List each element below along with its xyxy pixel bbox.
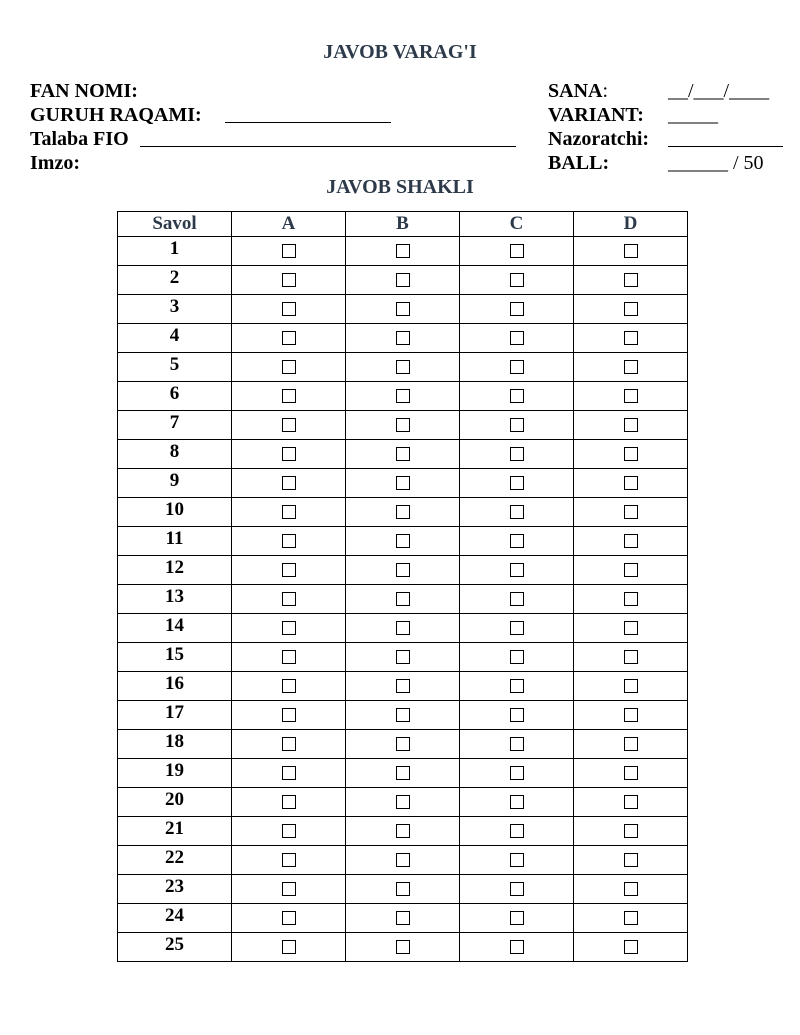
answer-checkbox-d[interactable] bbox=[624, 418, 638, 432]
question-number: 19 bbox=[118, 759, 232, 788]
option-cell-c bbox=[460, 672, 574, 701]
question-number: 4 bbox=[118, 324, 232, 353]
option-cell-a bbox=[232, 701, 346, 730]
option-cell-a bbox=[232, 556, 346, 585]
answer-checkbox-c[interactable] bbox=[510, 766, 524, 780]
table-row bbox=[118, 875, 688, 904]
answer-checkbox-b[interactable] bbox=[396, 244, 410, 258]
option-cell-a bbox=[232, 759, 346, 788]
table-row bbox=[118, 440, 688, 469]
option-cell-d bbox=[574, 875, 688, 904]
option-cell-d bbox=[574, 469, 688, 498]
answer-checkbox-c[interactable] bbox=[510, 621, 524, 635]
answer-checkbox-d[interactable] bbox=[624, 273, 638, 287]
option-cell-b bbox=[346, 788, 460, 817]
option-cell-a bbox=[232, 295, 346, 324]
option-cell-a bbox=[232, 527, 346, 556]
option-cell-b bbox=[346, 266, 460, 295]
question-number: 20 bbox=[118, 788, 232, 817]
nazoratchi-field[interactable] bbox=[668, 146, 783, 147]
ball-field[interactable]: ______ / 50 bbox=[668, 152, 764, 174]
answer-table-header bbox=[118, 212, 688, 237]
answer-checkbox-d[interactable] bbox=[624, 940, 638, 954]
option-cell-a bbox=[232, 440, 346, 469]
option-cell-b bbox=[346, 846, 460, 875]
question-number: 17 bbox=[118, 701, 232, 730]
question-number: 22 bbox=[118, 846, 232, 875]
option-cell-d bbox=[574, 266, 688, 295]
option-cell-b bbox=[346, 701, 460, 730]
option-cell-d bbox=[574, 353, 688, 382]
table-row bbox=[118, 904, 688, 933]
answer-checkbox-b[interactable] bbox=[396, 418, 410, 432]
answer-checkbox-c[interactable] bbox=[510, 650, 524, 664]
answer-form-title: JAVOB SHAKLI bbox=[326, 176, 474, 198]
answer-checkbox-c[interactable] bbox=[510, 360, 524, 374]
option-cell-c bbox=[460, 324, 574, 353]
answer-checkbox-b[interactable] bbox=[396, 940, 410, 954]
option-cell-b bbox=[346, 730, 460, 759]
option-cell-c bbox=[460, 353, 574, 382]
variant-field[interactable]: _____ bbox=[668, 104, 718, 126]
answer-checkbox-a[interactable] bbox=[282, 534, 296, 548]
answer-checkbox-b[interactable] bbox=[396, 302, 410, 316]
option-cell-d bbox=[574, 904, 688, 933]
option-cell-c bbox=[460, 585, 574, 614]
option-cell-c bbox=[460, 266, 574, 295]
answer-checkbox-c[interactable] bbox=[510, 476, 524, 490]
answer-checkbox-d[interactable] bbox=[624, 302, 638, 316]
answer-checkbox-c[interactable] bbox=[510, 824, 524, 838]
variant-label: VARIANT: bbox=[548, 104, 644, 126]
option-cell-a bbox=[232, 904, 346, 933]
question-number: 12 bbox=[118, 556, 232, 585]
answer-checkbox-c[interactable] bbox=[510, 534, 524, 548]
answer-checkbox-a[interactable] bbox=[282, 447, 296, 461]
table-row bbox=[118, 237, 688, 266]
option-cell-a bbox=[232, 643, 346, 672]
option-cell-c bbox=[460, 817, 574, 846]
answer-checkbox-b[interactable] bbox=[396, 592, 410, 606]
option-cell-d bbox=[574, 440, 688, 469]
question-number: 23 bbox=[118, 875, 232, 904]
answer-checkbox-d[interactable] bbox=[624, 824, 638, 838]
answer-checkbox-a[interactable] bbox=[282, 389, 296, 403]
question-number: 15 bbox=[118, 643, 232, 672]
answer-checkbox-c[interactable] bbox=[510, 505, 524, 519]
answer-checkbox-c[interactable] bbox=[510, 940, 524, 954]
option-cell-c bbox=[460, 411, 574, 440]
answer-checkbox-b[interactable] bbox=[396, 650, 410, 664]
answer-checkbox-c[interactable] bbox=[510, 273, 524, 287]
option-cell-b bbox=[346, 324, 460, 353]
answer-checkbox-d[interactable] bbox=[624, 505, 638, 519]
table-row bbox=[118, 527, 688, 556]
question-number: 7 bbox=[118, 411, 232, 440]
question-number: 13 bbox=[118, 585, 232, 614]
option-cell-d bbox=[574, 817, 688, 846]
answer-checkbox-b[interactable] bbox=[396, 882, 410, 896]
table-row bbox=[118, 788, 688, 817]
table-row bbox=[118, 498, 688, 527]
option-cell-c bbox=[460, 295, 574, 324]
answer-checkbox-d[interactable] bbox=[624, 331, 638, 345]
answer-checkbox-a[interactable] bbox=[282, 505, 296, 519]
answer-checkbox-c[interactable] bbox=[510, 911, 524, 925]
answer-checkbox-c[interactable] bbox=[510, 244, 524, 258]
option-cell-c bbox=[460, 556, 574, 585]
answer-checkbox-c[interactable] bbox=[510, 708, 524, 722]
answer-checkbox-a[interactable] bbox=[282, 737, 296, 751]
option-cell-c bbox=[460, 614, 574, 643]
option-cell-a bbox=[232, 614, 346, 643]
option-cell-c bbox=[460, 382, 574, 411]
answer-checkbox-b[interactable] bbox=[396, 621, 410, 635]
answer-checkbox-b[interactable] bbox=[396, 505, 410, 519]
answer-checkbox-a[interactable] bbox=[282, 331, 296, 345]
option-cell-b bbox=[346, 295, 460, 324]
answer-checkbox-c[interactable] bbox=[510, 563, 524, 577]
option-cell-b bbox=[346, 527, 460, 556]
table-row bbox=[118, 295, 688, 324]
option-cell-d bbox=[574, 933, 688, 962]
answer-checkbox-b[interactable] bbox=[396, 708, 410, 722]
option-cell-d bbox=[574, 527, 688, 556]
option-cell-c bbox=[460, 759, 574, 788]
answer-checkbox-d[interactable] bbox=[624, 737, 638, 751]
answer-checkbox-d[interactable] bbox=[624, 766, 638, 780]
answer-checkbox-a[interactable] bbox=[282, 476, 296, 490]
option-cell-b bbox=[346, 933, 460, 962]
answer-checkbox-a[interactable] bbox=[282, 360, 296, 374]
answer-checkbox-b[interactable] bbox=[396, 476, 410, 490]
answer-checkbox-a[interactable] bbox=[282, 708, 296, 722]
table-row bbox=[118, 933, 688, 962]
option-cell-a bbox=[232, 411, 346, 440]
answer-checkbox-c[interactable] bbox=[510, 737, 524, 751]
option-cell-a bbox=[232, 672, 346, 701]
question-number: 24 bbox=[118, 904, 232, 933]
option-cell-a bbox=[232, 817, 346, 846]
option-cell-d bbox=[574, 237, 688, 266]
option-cell-b bbox=[346, 411, 460, 440]
option-cell-b bbox=[346, 440, 460, 469]
option-cell-b bbox=[346, 353, 460, 382]
option-cell-b bbox=[346, 904, 460, 933]
answer-checkbox-b[interactable] bbox=[396, 534, 410, 548]
answer-checkbox-a[interactable] bbox=[282, 273, 296, 287]
header-a: A bbox=[232, 212, 346, 237]
option-cell-c bbox=[460, 875, 574, 904]
answer-checkbox-a[interactable] bbox=[282, 911, 296, 925]
table-row bbox=[118, 353, 688, 382]
question-number: 3 bbox=[118, 295, 232, 324]
option-cell-a bbox=[232, 266, 346, 295]
question-number: 5 bbox=[118, 353, 232, 382]
answer-checkbox-c[interactable] bbox=[510, 853, 524, 867]
option-cell-c bbox=[460, 469, 574, 498]
option-cell-a bbox=[232, 324, 346, 353]
answer-checkbox-a[interactable] bbox=[282, 302, 296, 316]
answer-checkbox-b[interactable] bbox=[396, 766, 410, 780]
answer-checkbox-a[interactable] bbox=[282, 592, 296, 606]
option-cell-c bbox=[460, 498, 574, 527]
imzo-label: Imzo: bbox=[30, 152, 80, 174]
table-row bbox=[118, 817, 688, 846]
table-row bbox=[118, 730, 688, 759]
option-cell-d bbox=[574, 759, 688, 788]
option-cell-d bbox=[574, 730, 688, 759]
answer-checkbox-c[interactable] bbox=[510, 302, 524, 316]
option-cell-b bbox=[346, 614, 460, 643]
option-cell-d bbox=[574, 556, 688, 585]
question-number: 2 bbox=[118, 266, 232, 295]
answer-checkbox-d[interactable] bbox=[624, 244, 638, 258]
header-b: B bbox=[346, 212, 460, 237]
option-cell-d bbox=[574, 295, 688, 324]
option-cell-a bbox=[232, 875, 346, 904]
option-cell-a bbox=[232, 788, 346, 817]
answer-checkbox-d[interactable] bbox=[624, 650, 638, 664]
answer-checkbox-b[interactable] bbox=[396, 737, 410, 751]
answer-checkbox-a[interactable] bbox=[282, 650, 296, 664]
ball-label: BALL: bbox=[548, 152, 610, 174]
answer-checkbox-b[interactable] bbox=[396, 273, 410, 287]
fan-nomi-label: FAN NOMI: bbox=[30, 80, 138, 102]
question-number: 9 bbox=[118, 469, 232, 498]
answer-checkbox-d[interactable] bbox=[624, 389, 638, 403]
option-cell-d bbox=[574, 382, 688, 411]
option-cell-d bbox=[574, 498, 688, 527]
answer-checkbox-d[interactable] bbox=[624, 360, 638, 374]
answer-checkbox-d[interactable] bbox=[624, 882, 638, 896]
option-cell-b bbox=[346, 498, 460, 527]
option-cell-c bbox=[460, 846, 574, 875]
answer-checkbox-d[interactable] bbox=[624, 621, 638, 635]
answer-checkbox-b[interactable] bbox=[396, 447, 410, 461]
question-number: 1 bbox=[118, 237, 232, 266]
answer-checkbox-c[interactable] bbox=[510, 418, 524, 432]
question-number: 21 bbox=[118, 817, 232, 846]
answer-checkbox-b[interactable] bbox=[396, 389, 410, 403]
option-cell-b bbox=[346, 817, 460, 846]
option-cell-b bbox=[346, 556, 460, 585]
answer-checkbox-d[interactable] bbox=[624, 534, 638, 548]
answer-checkbox-b[interactable] bbox=[396, 824, 410, 838]
option-cell-c bbox=[460, 788, 574, 817]
table-row bbox=[118, 759, 688, 788]
option-cell-d bbox=[574, 788, 688, 817]
option-cell-a bbox=[232, 498, 346, 527]
option-cell-d bbox=[574, 701, 688, 730]
option-cell-d bbox=[574, 585, 688, 614]
table-row bbox=[118, 469, 688, 498]
option-cell-a bbox=[232, 382, 346, 411]
table-row bbox=[118, 411, 688, 440]
option-cell-b bbox=[346, 875, 460, 904]
table-row bbox=[118, 846, 688, 875]
option-cell-a bbox=[232, 730, 346, 759]
question-number: 18 bbox=[118, 730, 232, 759]
option-cell-d bbox=[574, 643, 688, 672]
option-cell-d bbox=[574, 614, 688, 643]
answer-checkbox-b[interactable] bbox=[396, 795, 410, 809]
sana-field[interactable]: __/___/____ bbox=[668, 80, 770, 102]
answer-checkbox-b[interactable] bbox=[396, 331, 410, 345]
question-number: 14 bbox=[118, 614, 232, 643]
option-cell-c bbox=[460, 440, 574, 469]
option-cell-a bbox=[232, 469, 346, 498]
answer-checkbox-a[interactable] bbox=[282, 418, 296, 432]
answer-checkbox-a[interactable] bbox=[282, 853, 296, 867]
answer-checkbox-b[interactable] bbox=[396, 853, 410, 867]
talaba-fio-label: Talaba FIO bbox=[30, 128, 129, 150]
option-cell-b bbox=[346, 382, 460, 411]
question-number: 25 bbox=[118, 933, 232, 962]
option-cell-c bbox=[460, 643, 574, 672]
option-cell-b bbox=[346, 237, 460, 266]
answer-checkbox-c[interactable] bbox=[510, 679, 524, 693]
answer-checkbox-c[interactable] bbox=[510, 882, 524, 896]
answer-checkbox-a[interactable] bbox=[282, 795, 296, 809]
answer-checkbox-c[interactable] bbox=[510, 447, 524, 461]
table-row bbox=[118, 266, 688, 295]
option-cell-b bbox=[346, 469, 460, 498]
option-cell-a bbox=[232, 933, 346, 962]
answer-checkbox-d[interactable] bbox=[624, 476, 638, 490]
answer-checkbox-a[interactable] bbox=[282, 621, 296, 635]
option-cell-c bbox=[460, 237, 574, 266]
answer-checkbox-c[interactable] bbox=[510, 331, 524, 345]
table-row bbox=[118, 701, 688, 730]
question-number: 16 bbox=[118, 672, 232, 701]
option-cell-a bbox=[232, 585, 346, 614]
guruh-raqami-label: GURUH RAQAMI: bbox=[30, 104, 202, 126]
answer-checkbox-a[interactable] bbox=[282, 766, 296, 780]
option-cell-b bbox=[346, 643, 460, 672]
option-cell-d bbox=[574, 846, 688, 875]
header-savol: Savol bbox=[118, 212, 232, 237]
answer-checkbox-d[interactable] bbox=[624, 853, 638, 867]
table-row bbox=[118, 324, 688, 353]
option-cell-d bbox=[574, 672, 688, 701]
table-row bbox=[118, 672, 688, 701]
option-cell-c bbox=[460, 527, 574, 556]
option-cell-d bbox=[574, 411, 688, 440]
table-row bbox=[118, 382, 688, 411]
table-row bbox=[118, 556, 688, 585]
header-c: C bbox=[460, 212, 574, 237]
question-number: 10 bbox=[118, 498, 232, 527]
option-cell-c bbox=[460, 701, 574, 730]
answer-checkbox-a[interactable] bbox=[282, 563, 296, 577]
answer-checkbox-a[interactable] bbox=[282, 882, 296, 896]
answer-checkbox-c[interactable] bbox=[510, 795, 524, 809]
answer-checkbox-a[interactable] bbox=[282, 679, 296, 693]
answer-checkbox-b[interactable] bbox=[396, 563, 410, 577]
option-cell-a bbox=[232, 237, 346, 266]
question-number: 11 bbox=[118, 527, 232, 556]
option-cell-c bbox=[460, 730, 574, 759]
option-cell-a bbox=[232, 846, 346, 875]
answer-checkbox-d[interactable] bbox=[624, 563, 638, 577]
answer-checkbox-d[interactable] bbox=[624, 679, 638, 693]
answer-checkbox-d[interactable] bbox=[624, 911, 638, 925]
nazoratchi-label: Nazoratchi: bbox=[548, 128, 650, 150]
option-cell-c bbox=[460, 933, 574, 962]
answer-checkbox-b[interactable] bbox=[396, 679, 410, 693]
answer-checkbox-c[interactable] bbox=[510, 592, 524, 606]
option-cell-b bbox=[346, 672, 460, 701]
option-cell-d bbox=[574, 324, 688, 353]
answer-checkbox-b[interactable] bbox=[396, 360, 410, 374]
sana-label: SANA: bbox=[548, 80, 609, 102]
option-cell-b bbox=[346, 585, 460, 614]
question-number: 6 bbox=[118, 382, 232, 411]
option-cell-c bbox=[460, 904, 574, 933]
answer-checkbox-d[interactable] bbox=[624, 708, 638, 722]
guruh-raqami-field[interactable] bbox=[225, 122, 391, 123]
table-row bbox=[118, 614, 688, 643]
answer-checkbox-a[interactable] bbox=[282, 940, 296, 954]
answer-checkbox-a[interactable] bbox=[282, 244, 296, 258]
table-row bbox=[118, 643, 688, 672]
option-cell-a bbox=[232, 353, 346, 382]
answer-checkbox-d[interactable] bbox=[624, 592, 638, 606]
option-cell-b bbox=[346, 759, 460, 788]
question-number: 8 bbox=[118, 440, 232, 469]
answer-checkbox-d[interactable] bbox=[624, 447, 638, 461]
answer-checkbox-a[interactable] bbox=[282, 824, 296, 838]
table-row bbox=[118, 585, 688, 614]
answer-table bbox=[117, 211, 688, 962]
answer-checkbox-c[interactable] bbox=[510, 389, 524, 403]
talaba-fio-field[interactable] bbox=[140, 146, 516, 147]
answer-checkbox-b[interactable] bbox=[396, 911, 410, 925]
answer-checkbox-d[interactable] bbox=[624, 795, 638, 809]
header-d: D bbox=[574, 212, 688, 237]
page-title: JAVOB VARAG'I bbox=[323, 41, 477, 63]
